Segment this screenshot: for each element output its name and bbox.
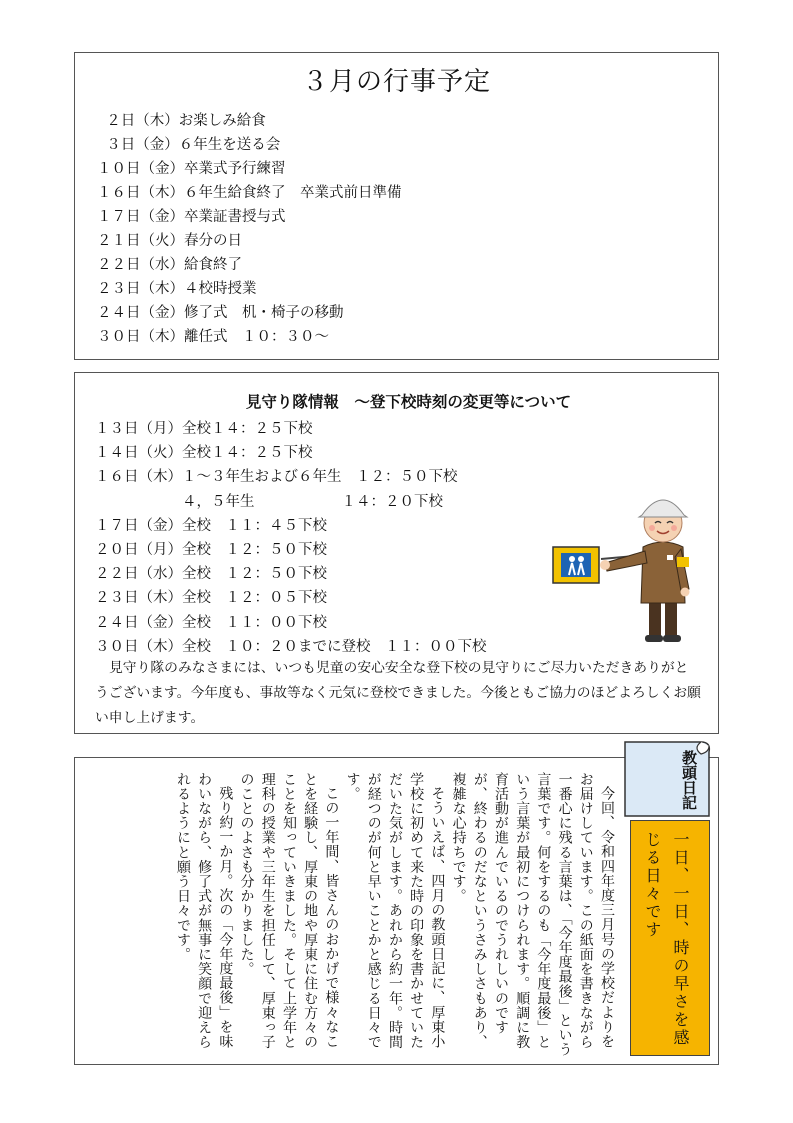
list-item: １７日（金）卒業証書授与式 [97, 209, 286, 225]
list-item: ４，５年生 １４：２０下校 [95, 493, 443, 510]
list-item: ３日（金）６年生を送る会 [97, 137, 281, 153]
list-item: ２２日（水）全校 １２：５０下校 [95, 566, 327, 583]
list-item: １６日（木）１～３年生および６年生 １２：５０下校 [95, 469, 458, 486]
list-item: １７日（金）全校 １１：４５下校 [95, 517, 327, 534]
list-item: ２０日（月）全校 １２：５０下校 [95, 541, 327, 558]
list-item: ３０日（木）離任式 １０：３０～ [97, 329, 329, 345]
diary-paragraph: 今回、令和四年度三月号の学校だよりをお届けしています。この紙面を書きながら一番心に残る言葉は、「今年度最後」という言葉です。何をするのも「今年度最後」という言葉が最初につけられます。順調に教育活動が進んでいるのでうれしいのですが、終わるのだなというさみしさもあり、複雑な心持ちです。 [450, 772, 615, 1057]
diary-paragraph: この一年間、皆さんのおかげで様々なことを経験し、厚東の地や厚東に住む方々のことを知っていきました。そして上学年と理科の授業や三年生を担任して、厚東っ子のことのよさも分かりました。 [238, 772, 340, 1050]
list-item: １３日（月）全校１４：２５下校 [95, 421, 313, 437]
list-item: ２３日（木）全校 １２：０５下校 [95, 590, 327, 607]
diary-headline: 一日、一日、時の早さを感じる日々です [643, 831, 690, 1047]
list-item: ２３日（木）４校時授業 [97, 281, 257, 297]
events-list [97, 109, 402, 349]
crossing-guard-illustration [549, 479, 699, 649]
watch-schedule [95, 417, 487, 659]
watch-box [74, 372, 719, 734]
list-item: ２２日（水）給食終了 [97, 257, 242, 273]
list-item: ２日（木）お楽しみ給食 [97, 113, 266, 129]
diary-paragraph: そういえば、四月の教頭日記に、厚東小学校に初めて来た時の印象を書かせていただいた気がします。あれから約一年。時間が経つのが何と早いことかと感じる日々です。 [344, 772, 446, 1050]
events-box [74, 52, 719, 360]
diary-headline-box [630, 820, 710, 1056]
watch-message-block [95, 656, 702, 731]
list-item: ２４日（金）修了式 机・椅子の移動 [97, 305, 344, 321]
events-title: ３月の行事予定 [301, 67, 491, 97]
list-item: １６日（木）６年生給食終了 卒業式前日準備 [97, 185, 402, 201]
diary-paragraph: 残り約一か月。次の「今年度最後」を味わいながら、修了式が無事に笑顔で迎えられるようにと願う日々です。 [174, 772, 234, 1050]
list-item: ２１日（火）春分の日 [97, 233, 242, 249]
list-item: ２４日（金）全校 １１：００下校 [95, 614, 327, 631]
list-item: １０日（金）卒業式予行練習 [97, 161, 286, 177]
list-item: ３０日（木）全校 １０：２０までに登校 １１：００下校 [95, 638, 487, 655]
diary-body [97, 772, 617, 1058]
diary-tag-label: 教頭日記 [680, 750, 698, 810]
watch-message: 見守り隊のみなさまには、いつも児童の安心安全な登下校の見守りにご尽力いただきありがとうございます。今年度も、事故等なく元気に登校できました。今後ともご協力のほどよろしくお願い申し上げます。 [95, 660, 701, 726]
list-item: １４日（火）全校１４：２５下校 [95, 445, 313, 462]
watch-title: 見守り隊情報 ～登下校時刻の変更等について [245, 393, 572, 411]
